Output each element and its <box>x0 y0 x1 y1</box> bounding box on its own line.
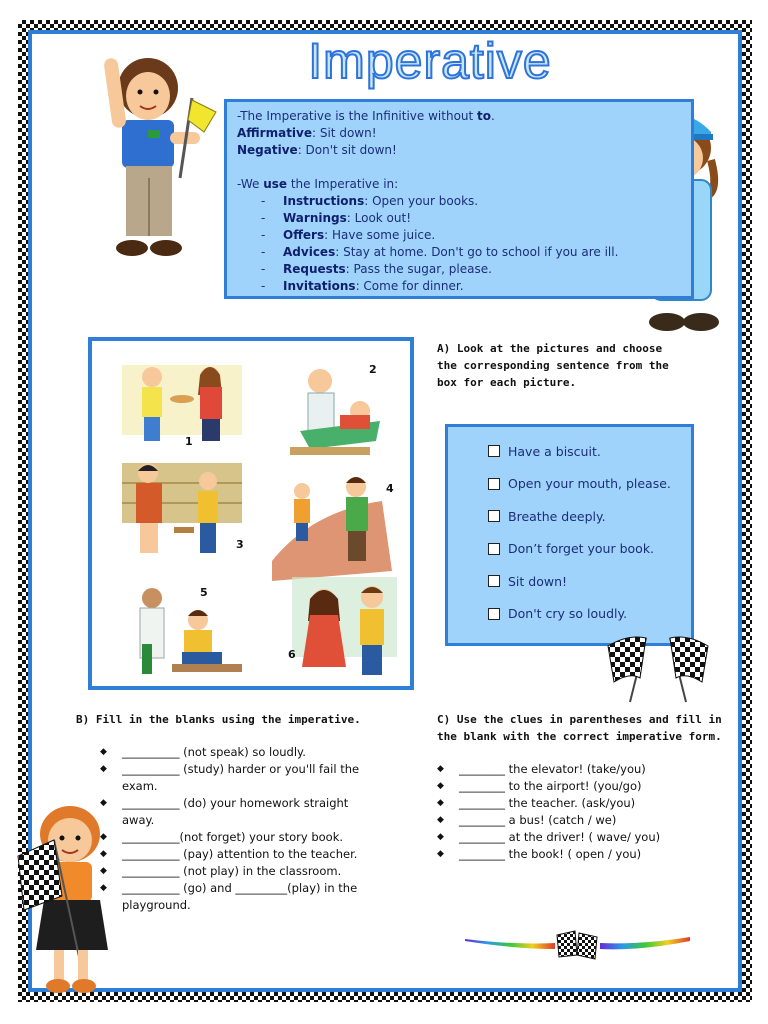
exercise-item: ◆ ________ to the airport! (you/go) <box>437 778 717 795</box>
pictures-panel <box>88 337 414 690</box>
section-c-instruction: C) Use the clues in parentheses and fill in the blank with the correct imperative form. <box>437 713 722 743</box>
checkbox[interactable] <box>488 445 500 457</box>
picture-6-crying <box>292 577 397 682</box>
picture-number-1: 1 <box>185 435 193 448</box>
exercise-item: ◆ __________(not forget) your story book. <box>100 829 400 846</box>
rule-use-item: - Requests: Pass the sugar, please. <box>261 261 681 278</box>
rule-use-item: - Offers: Have some juice. <box>261 227 681 244</box>
choice-item[interactable]: Don't cry so loudly. <box>488 598 691 631</box>
checkered-flags-illustration <box>600 632 715 707</box>
choice-item[interactable]: Don’t forget your book. <box>488 533 691 566</box>
exercise-item: ◆ __________ (not play) in the classroom. <box>100 863 400 880</box>
rule-use-intro: -We use the Imperative in: <box>237 177 399 191</box>
exercise-item: ◆ ________ a bus! (catch / we) <box>437 812 717 829</box>
exercise-item: ◆ ________ the teacher. (ask/you) <box>437 795 717 812</box>
rule-use-item: - Warnings: Look out! <box>261 210 681 227</box>
rule-negative: Negative: Don't sit down! <box>237 143 397 157</box>
picture-5-doctor <box>132 584 242 679</box>
checkbox[interactable] <box>488 575 500 587</box>
picture-4-running <box>272 471 392 581</box>
exercise-item: ◆ __________ (go) and _________(play) in the <box>100 880 400 897</box>
rule-use-list <box>237 193 681 295</box>
section-c-exercise-list <box>437 761 717 863</box>
picture-3-classroom <box>122 459 242 559</box>
exercise-item: ◆ __________ (not speak) so loudly. <box>100 744 400 761</box>
rule-use-item: - Advices: Stay at home. Don't go to school if you are ill. <box>261 244 681 261</box>
rule-use-item: - Instructions: Open your books. <box>261 193 681 210</box>
rule-definition: -The Imperative is the Infinitive without to. <box>237 109 495 123</box>
section-a-instruction: A) Look at the pictures and choose the corresponding sentence from the box for each picture. <box>437 342 669 389</box>
exercise-item: ◆ __________ (pay) attention to the teacher. <box>100 846 400 863</box>
picture-number-4: 4 <box>386 482 394 495</box>
picture-1-biscuit <box>122 355 242 445</box>
section-b-instruction: B) Fill in the blanks using the imperative. <box>76 713 361 726</box>
choice-item[interactable]: Open your mouth, please. <box>488 468 691 501</box>
rule-use-item: - Invitations: Come for dinner. <box>261 278 681 295</box>
rainbow-flags-ornament <box>465 925 690 965</box>
page-title: Imperative <box>308 33 552 89</box>
exercise-item-continuation: playground. <box>122 898 191 912</box>
picture-2-dentist <box>280 361 385 461</box>
exercise-item: ◆ ________ the book! ( open / you) <box>437 846 717 863</box>
checkbox[interactable] <box>488 608 500 620</box>
girl-with-flag-illustration <box>14 800 114 1000</box>
choice-item[interactable]: Sit down! <box>488 565 691 598</box>
exercise-item: ◆ ________ at the driver! ( wave/ you) <box>437 829 717 846</box>
rule-affirmative: Affirmative: Sit down! <box>237 126 377 140</box>
checkbox[interactable] <box>488 510 500 522</box>
picture-number-2: 2 <box>369 363 377 376</box>
grammar-rules-box <box>224 99 694 299</box>
picture-number-5: 5 <box>200 586 208 599</box>
exercise-item: ◆ __________ (study) harder or you'll fail the <box>100 761 400 778</box>
choice-item[interactable]: Have a biscuit. <box>488 435 691 468</box>
picture-number-6: 6 <box>288 648 296 661</box>
boy-waving-illustration <box>100 48 220 273</box>
picture-number-3: 3 <box>236 538 244 551</box>
sentence-choices-box <box>445 424 694 646</box>
exercise-item-continuation: exam. <box>122 779 158 793</box>
exercise-item: ◆ ________ the elevator! (take/you) <box>437 761 717 778</box>
checkbox[interactable] <box>488 543 500 555</box>
choice-item[interactable]: Breathe deeply. <box>488 500 691 533</box>
exercise-item: ◆ __________ (do) your homework straight <box>100 795 400 812</box>
checkbox[interactable] <box>488 478 500 490</box>
section-b-exercise-list <box>100 744 400 914</box>
exercise-item-continuation: away. <box>122 813 155 827</box>
